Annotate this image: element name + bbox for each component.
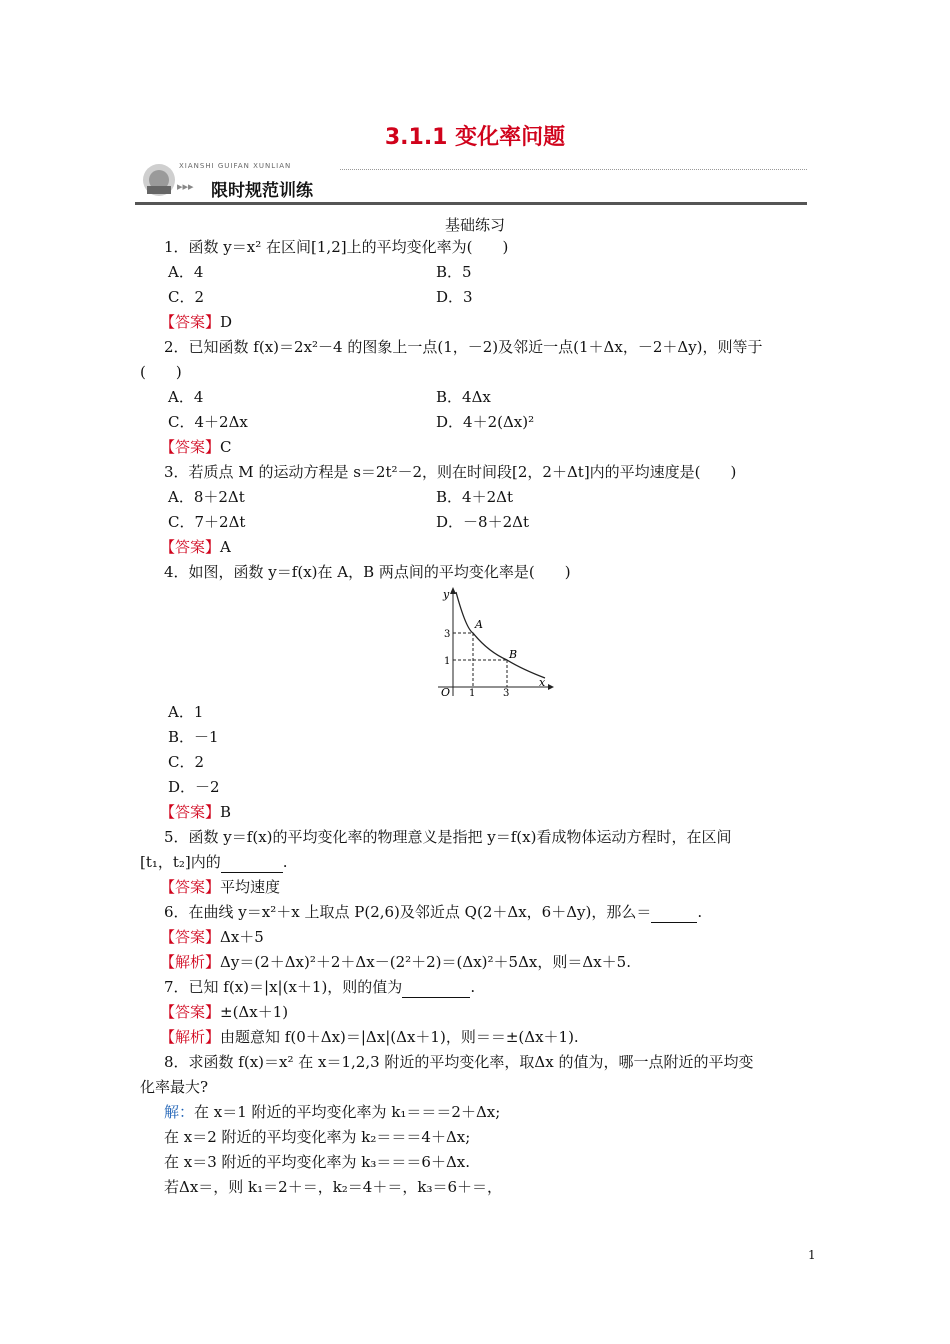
banner-dotted-line [340,169,807,170]
logo-icon [139,160,179,202]
banner-subtitle: XIANSHI GUIFAN XUNLIAN [179,162,292,170]
y-tick-3: 3 [444,629,451,640]
y-label: y [443,588,450,601]
q7-answer: 【答案】±(Δx＋1) [160,1003,289,1021]
q1-answer: 【答案】D [160,313,233,331]
y-tick-1: 1 [444,656,451,667]
q4-option-b: B．－1 [168,728,219,746]
q2-answer: 【答案】C [160,438,232,456]
banner-rule [135,202,807,205]
q4-stem: 4．如图，函数 y＝f(x)在 A，B 两点间的平均变化率是( ) [164,563,571,581]
q5-stem-cont: [t₁，t₂]内的 . [140,853,288,871]
q8-stem-cont: 化率最大? [140,1078,209,1096]
q4-option-a: A．1 [168,703,204,721]
q6-answer: 【答案】Δx＋5 [160,928,264,946]
q4-option-c: C．2 [168,753,205,771]
point-a-label: A [475,618,483,631]
q3-option-b: B．4＋2Δt [436,488,513,506]
q5-answer: 【答案】平均速度 [160,878,281,896]
q7-stem: 7．已知 f(x)＝|x|(x＋1)，则的值为 . [164,978,476,996]
q4-answer: 【答案】B [160,803,232,821]
q7-analysis: 【解析】由题意知 f(0＋Δx)＝|Δx|(Δx＋1)，则＝＝±(Δx＋1). [160,1028,579,1046]
x-tick-3: 3 [503,688,510,696]
q8-solution-2: 在 x＝2 附近的平均变化率为 k₂＝＝＝4＋Δx; [164,1128,471,1146]
q1-option-d: D．3 [436,288,473,306]
x-tick-1: 1 [469,688,476,696]
banner-arrows-icon: ▸▸▸ [177,180,194,193]
curve [456,592,545,678]
q8-solution-1: 解：在 x＝1 附近的平均变化率为 k₁＝＝＝2＋Δx; [164,1103,501,1121]
q1-option-c: C．2 [168,288,205,306]
q2-option-a: A．4 [168,388,204,406]
section-banner [135,158,807,208]
q2-option-d: D．4＋2(Δx)² [436,413,535,431]
q6-stem: 6．在曲线 y＝x²＋x 上取点 P(2,6)及邻近点 Q(2＋Δx，6＋Δy)，那么＝ . [164,903,703,921]
q8-stem: 8．求函数 f(x)＝x² 在 x＝1,2,3 附近的平均变化率，取Δx 的值为，哪一点附近的平均变 [164,1053,754,1071]
x-axis-arrow-icon [548,684,554,690]
q1-stem: 1．函数 y＝x² 在区间[1,2]上的平均变化率为( ) [164,238,509,256]
q3-stem: 3．若质点 M 的运动方程是 s＝2t²－2，则在时间段[2，2＋Δt]内的平均速度是( ) [164,463,737,481]
section-heading: 基础练习 [444,216,505,234]
origin-label: O [441,686,451,696]
x-label: x [539,676,546,689]
banner-title: 限时规范训练 [211,181,313,201]
q4-function-graph [430,586,555,696]
q5-stem: 5．函数 y＝f(x)的平均变化率的物理意义是指把 y＝f(x)看成物体运动方程时，在区间 [164,828,732,846]
q2-option-c: C．4＋2Δx [168,413,248,431]
q1-option-a: A．4 [168,263,204,281]
q8-solution-4: 若Δx＝，则 k₁＝2＋＝，k₂＝4＋＝，k₃＝6＋＝， [164,1178,502,1196]
q1-option-b: B．5 [436,263,472,281]
point-b-label: B [509,648,518,661]
q3-answer: 【答案】A [160,538,231,556]
q3-option-c: C．7＋2Δt [168,513,246,531]
page-title: 3.1.1 变化率问题 [384,125,566,150]
q6-analysis: 【解析】Δy＝(2＋Δx)²＋2＋Δx－(2²＋2)＝(Δx)²＋5Δx，则＝Δx＋5. [160,953,631,971]
q3-option-d: D．－8＋2Δt [436,513,529,531]
q8-solution-3: 在 x＝3 附近的平均变化率为 k₃＝＝＝6＋Δx. [164,1153,471,1171]
q2-stem-cont: ( ) [140,363,182,381]
q2-stem: 2．已知函数 f(x)＝2x²－4 的图象上一点(1，－2)及邻近一点(1＋Δx，－2＋Δy)，则等于 [164,338,763,356]
y-axis-arrow-icon [450,587,456,594]
page-number: 1 [808,1248,816,1262]
q2-option-b: B．4Δx [436,388,491,406]
q3-option-a: A．8＋2Δt [168,488,245,506]
q4-option-d: D．－2 [168,778,220,796]
